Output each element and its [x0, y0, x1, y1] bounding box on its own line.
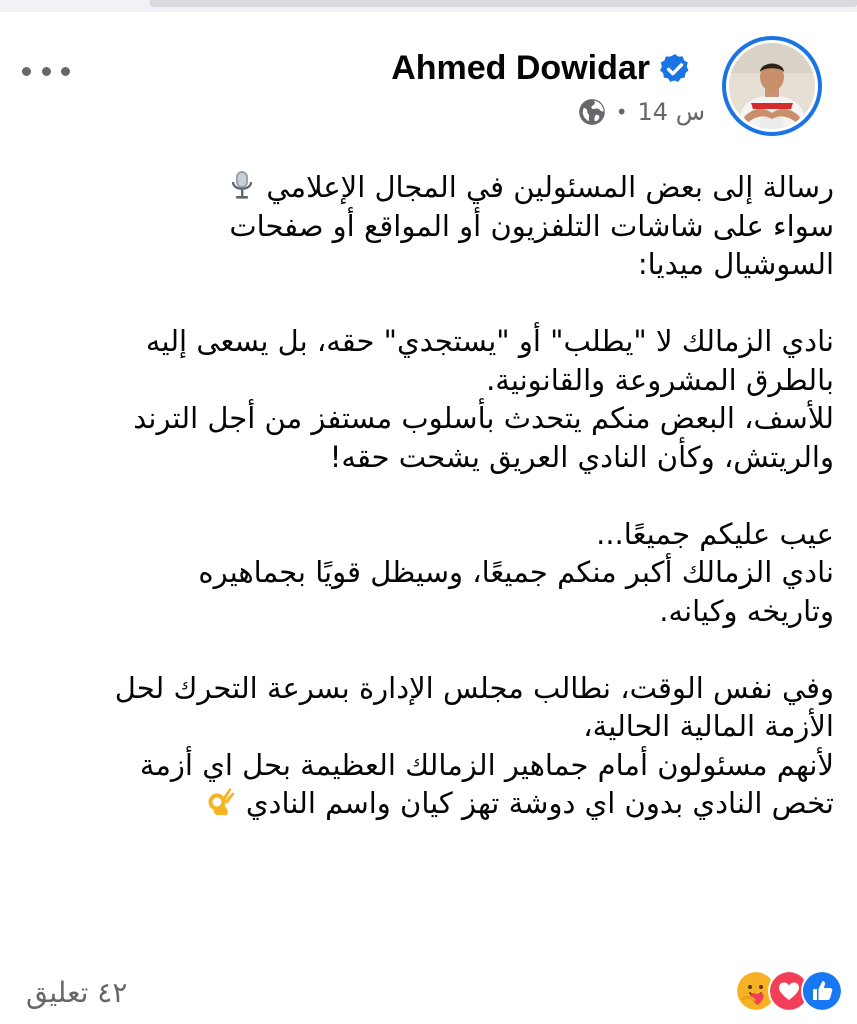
post-meta: [578, 94, 705, 130]
microphone-icon: [227, 169, 257, 201]
more-options-button[interactable]: [22, 58, 70, 84]
more-options-dot: [42, 67, 51, 76]
more-options-dot: [61, 67, 70, 76]
post-line: نادي الزمالك أكبر منكم جميعًا، وسيظل قويًا بجماهيره: [198, 555, 834, 589]
globe-icon[interactable]: [578, 98, 606, 126]
paragraph-gap: [24, 630, 834, 669]
post-line: بالطرق المشروعة والقانونية.: [486, 362, 834, 397]
meta-separator: •: [615, 100, 628, 124]
author-name[interactable]: Ahmed Dowidar: [391, 49, 650, 87]
post-line: وتاريخه وكيانه.: [659, 593, 834, 628]
like-reaction-icon: [801, 970, 843, 1012]
paragraph-gap: [24, 284, 834, 323]
more-options-dot: [22, 67, 31, 76]
post-body: [24, 168, 834, 823]
post-line: الأزمة المالية الحالية،: [583, 709, 834, 743]
post-line: والريتش، وكأن النادي العريق يشحت حقه!: [329, 439, 834, 474]
reactions-summary[interactable]: [735, 970, 840, 1012]
post-line: لأنهم مسئولون أمام جماهير الزمالك العظيمة بحل اي أزمة: [139, 747, 834, 782]
avatar-photo: [729, 43, 815, 129]
comments-count[interactable]: ٤٢ تعليق: [26, 976, 128, 1009]
post-line: وفي نفس الوقت، نطالب مجلس الإدارة بسرعة التحرك لحل: [114, 670, 834, 705]
top-divider: [0, 0, 857, 12]
post-line: رسالة إلى بعض المسئولين في المجال الإعلامي: [24, 168, 834, 207]
previous-card-edge: [150, 0, 857, 7]
ok-hand-icon: [205, 785, 237, 817]
avatar-illustration: [729, 43, 815, 129]
verified-badge-icon: [658, 52, 692, 86]
post-line: عيب عليكم جميعًا...: [596, 516, 834, 551]
paragraph-gap: [24, 476, 834, 515]
post-time[interactable]: 14 س: [637, 98, 705, 126]
post-line: للأسف، البعض منكم يتحدث بأسلوب مستفز من أجل الترند: [133, 401, 834, 435]
post-line: السوشيال ميديا:: [637, 247, 834, 281]
post-line: سواء على شاشات التلفزيون أو المواقع أو صفحات: [229, 208, 834, 243]
post-line: نادي الزمالك لا "يطلب" أو "يستجدي" حقه، بل يسعى إليه: [145, 324, 834, 358]
author-avatar[interactable]: [722, 36, 822, 136]
post-line: تخص النادي بدون اي دوشة تهز كيان واسم النادي: [24, 784, 834, 823]
